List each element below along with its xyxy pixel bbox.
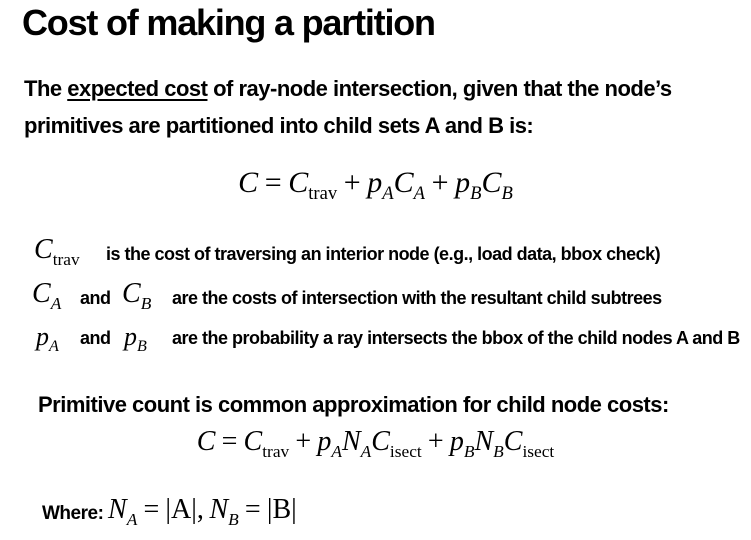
def1-sub-trav: trav xyxy=(52,249,80,269)
def2-symbol-A xyxy=(32,278,62,313)
eq2-sub-B-1: B xyxy=(463,441,475,461)
def2-text: are the costs of intersection with the resultant child subtrees xyxy=(172,288,662,308)
eq2-p-B: p xyxy=(449,426,464,457)
def3-and: and xyxy=(80,328,111,348)
eq2-plus-2: + xyxy=(427,426,444,457)
def1-symbol xyxy=(34,234,80,269)
def3-text: are the probability a ray intersects the bbox of the child nodes A and B xyxy=(172,328,740,348)
def2-symbol-B xyxy=(122,278,152,313)
where-sub-B: B xyxy=(228,509,239,529)
where-abs-B: |B| xyxy=(266,494,297,525)
def3-p-A: p xyxy=(36,322,49,351)
def2-C-A: C xyxy=(32,278,51,309)
eq2-p-A: p xyxy=(317,426,332,457)
def3-symbol-A xyxy=(36,322,59,356)
where-N-B: N xyxy=(209,494,229,525)
def1-C: C xyxy=(34,234,53,265)
where-label: Where: xyxy=(42,503,104,524)
approx-heading: Primitive count is common approximation for child node costs: xyxy=(38,392,669,417)
where-abs-A: |A|, xyxy=(165,494,204,525)
eq1-sub-B-1: B xyxy=(470,183,482,205)
where-equals-1: = xyxy=(143,494,160,525)
intro-suffix: of ray-node intersection, given that the node’s xyxy=(207,76,672,101)
eq2-N-A: N xyxy=(341,426,361,457)
eq1-p-B: p xyxy=(455,166,471,199)
eq1-plus-1: + xyxy=(343,166,361,199)
eq2-C-isect-2: C xyxy=(503,426,523,457)
def1-text: is the cost of traversing an interior node (e.g., load data, bbox check) xyxy=(106,244,661,264)
eq1-C-B: C xyxy=(481,166,502,199)
slide-title: Cost of making a partition xyxy=(22,2,435,43)
eq1-plus-2: + xyxy=(431,166,449,199)
where-N-A: N xyxy=(108,494,127,525)
def2-and: and xyxy=(80,288,111,308)
def2-sub-A: A xyxy=(50,293,62,313)
eq1-sub-B-2: B xyxy=(501,183,513,205)
eq2-C-trav: C xyxy=(243,426,263,457)
where-sub-A: A xyxy=(126,509,138,529)
def3-sub-A: A xyxy=(49,338,59,356)
eq1-sub-A-1: A xyxy=(382,183,394,205)
eq1-C: C xyxy=(238,166,259,199)
eq2-C: C xyxy=(196,426,216,457)
eq2-N-B: N xyxy=(474,426,494,457)
approx-equation xyxy=(0,426,751,461)
eq1-C-trav: C xyxy=(288,166,309,199)
def3-sub-B: B xyxy=(137,338,147,356)
intro-line-1 xyxy=(24,76,672,102)
eq2-equals: = xyxy=(221,426,238,457)
cost-equation xyxy=(0,166,751,205)
eq2-sub-isect-1: isect xyxy=(389,441,422,461)
where-equation xyxy=(108,494,297,529)
where-equals-2: = xyxy=(244,494,261,525)
intro-line-2: primitives are partitioned into child sets A and B is: xyxy=(24,113,534,138)
def2-sub-B: B xyxy=(140,293,152,313)
eq1-p-A: p xyxy=(367,166,383,199)
intro-prefix: The xyxy=(24,76,68,101)
eq2-C-isect-1: C xyxy=(371,426,390,457)
eq2-plus-1: + xyxy=(295,426,312,457)
eq2-sub-B-2: B xyxy=(493,441,504,461)
def3-p-B: p xyxy=(124,322,137,351)
eq2-sub-A-1: A xyxy=(331,441,342,461)
eq1-equals: = xyxy=(264,166,282,199)
def3-symbol-B xyxy=(124,322,147,356)
def2-C-B: C xyxy=(122,278,141,309)
eq1-sub-A-2: A xyxy=(413,183,426,205)
intro-underlined-term: expected cost xyxy=(67,76,208,101)
eq1-C-A: C xyxy=(393,166,414,199)
eq1-sub-trav: trav xyxy=(308,183,338,205)
eq2-sub-trav: trav xyxy=(262,441,290,461)
eq2-sub-A-2: A xyxy=(360,441,372,461)
eq2-sub-isect-2: isect xyxy=(522,441,555,461)
